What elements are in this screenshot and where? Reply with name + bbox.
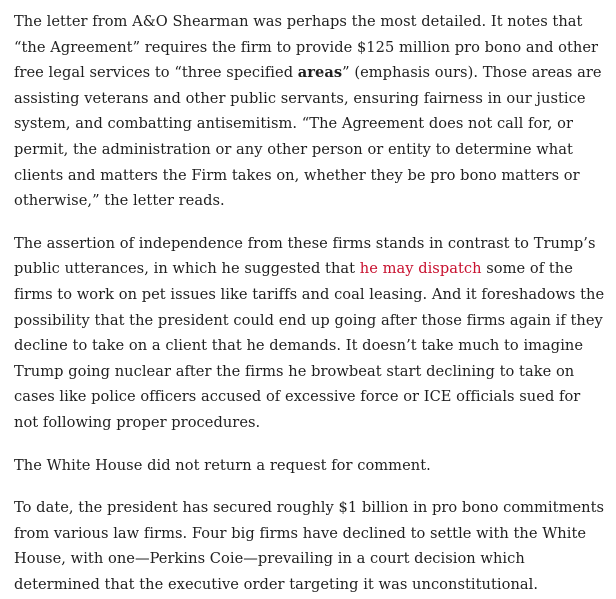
link-he-may-dispatch[interactable]: he may dispatch [359, 260, 482, 278]
emphasis-areas: areas [297, 64, 343, 82]
paragraph-text: some of the firms to work on pet issues like tariffs and coal leasing. And it foreshadows the possibility that the president could end up going after those firms again if they decline to take on a client that he demands. It doesn’t take much to imagine Trump going nuclear after the firms he browbeat start declining to take on cases like police officers accused of excessive force or ICE officials sued for not following proper procedures. [14, 260, 605, 431]
paragraph-text: The letter from A&O Shearman was perhaps the most detailed. It notes that “the Agreement” requires the firm to provide $125 million pro bono and other free legal services to “three specified [14, 13, 599, 82]
paragraph-independence [14, 231, 606, 436]
paragraph-pro-bono-commitments: To date, the president has secured roughly $1 billion in pro bono commitments from various law firms. Four big firms have declined to settle with the White House, with one—Perkins Coie—prevailing in a court decision which determined that the executive order targeting it was unconstitutional. [14, 499, 605, 593]
paragraph-white-house-comment: The White House did not return a request for comment. [14, 456, 431, 474]
paragraph-text: ” (emphasis ours). Those areas are assisting veterans and other public servants, ensuring fairness in our justice system, and combatting antisemitism. “The Agreement does not call for, or permit, the administration or any other person or entity to determine what clients and matters the Firm takes on, whether they be pro bono matters or otherwise,” the letter reads. [14, 64, 602, 210]
paragraph-text: The assertion of independence from these firms stands in contrast to Trump’s public utterances, in which he suggested that [14, 234, 596, 278]
paragraph-ao-shearman-letter [14, 9, 606, 214]
